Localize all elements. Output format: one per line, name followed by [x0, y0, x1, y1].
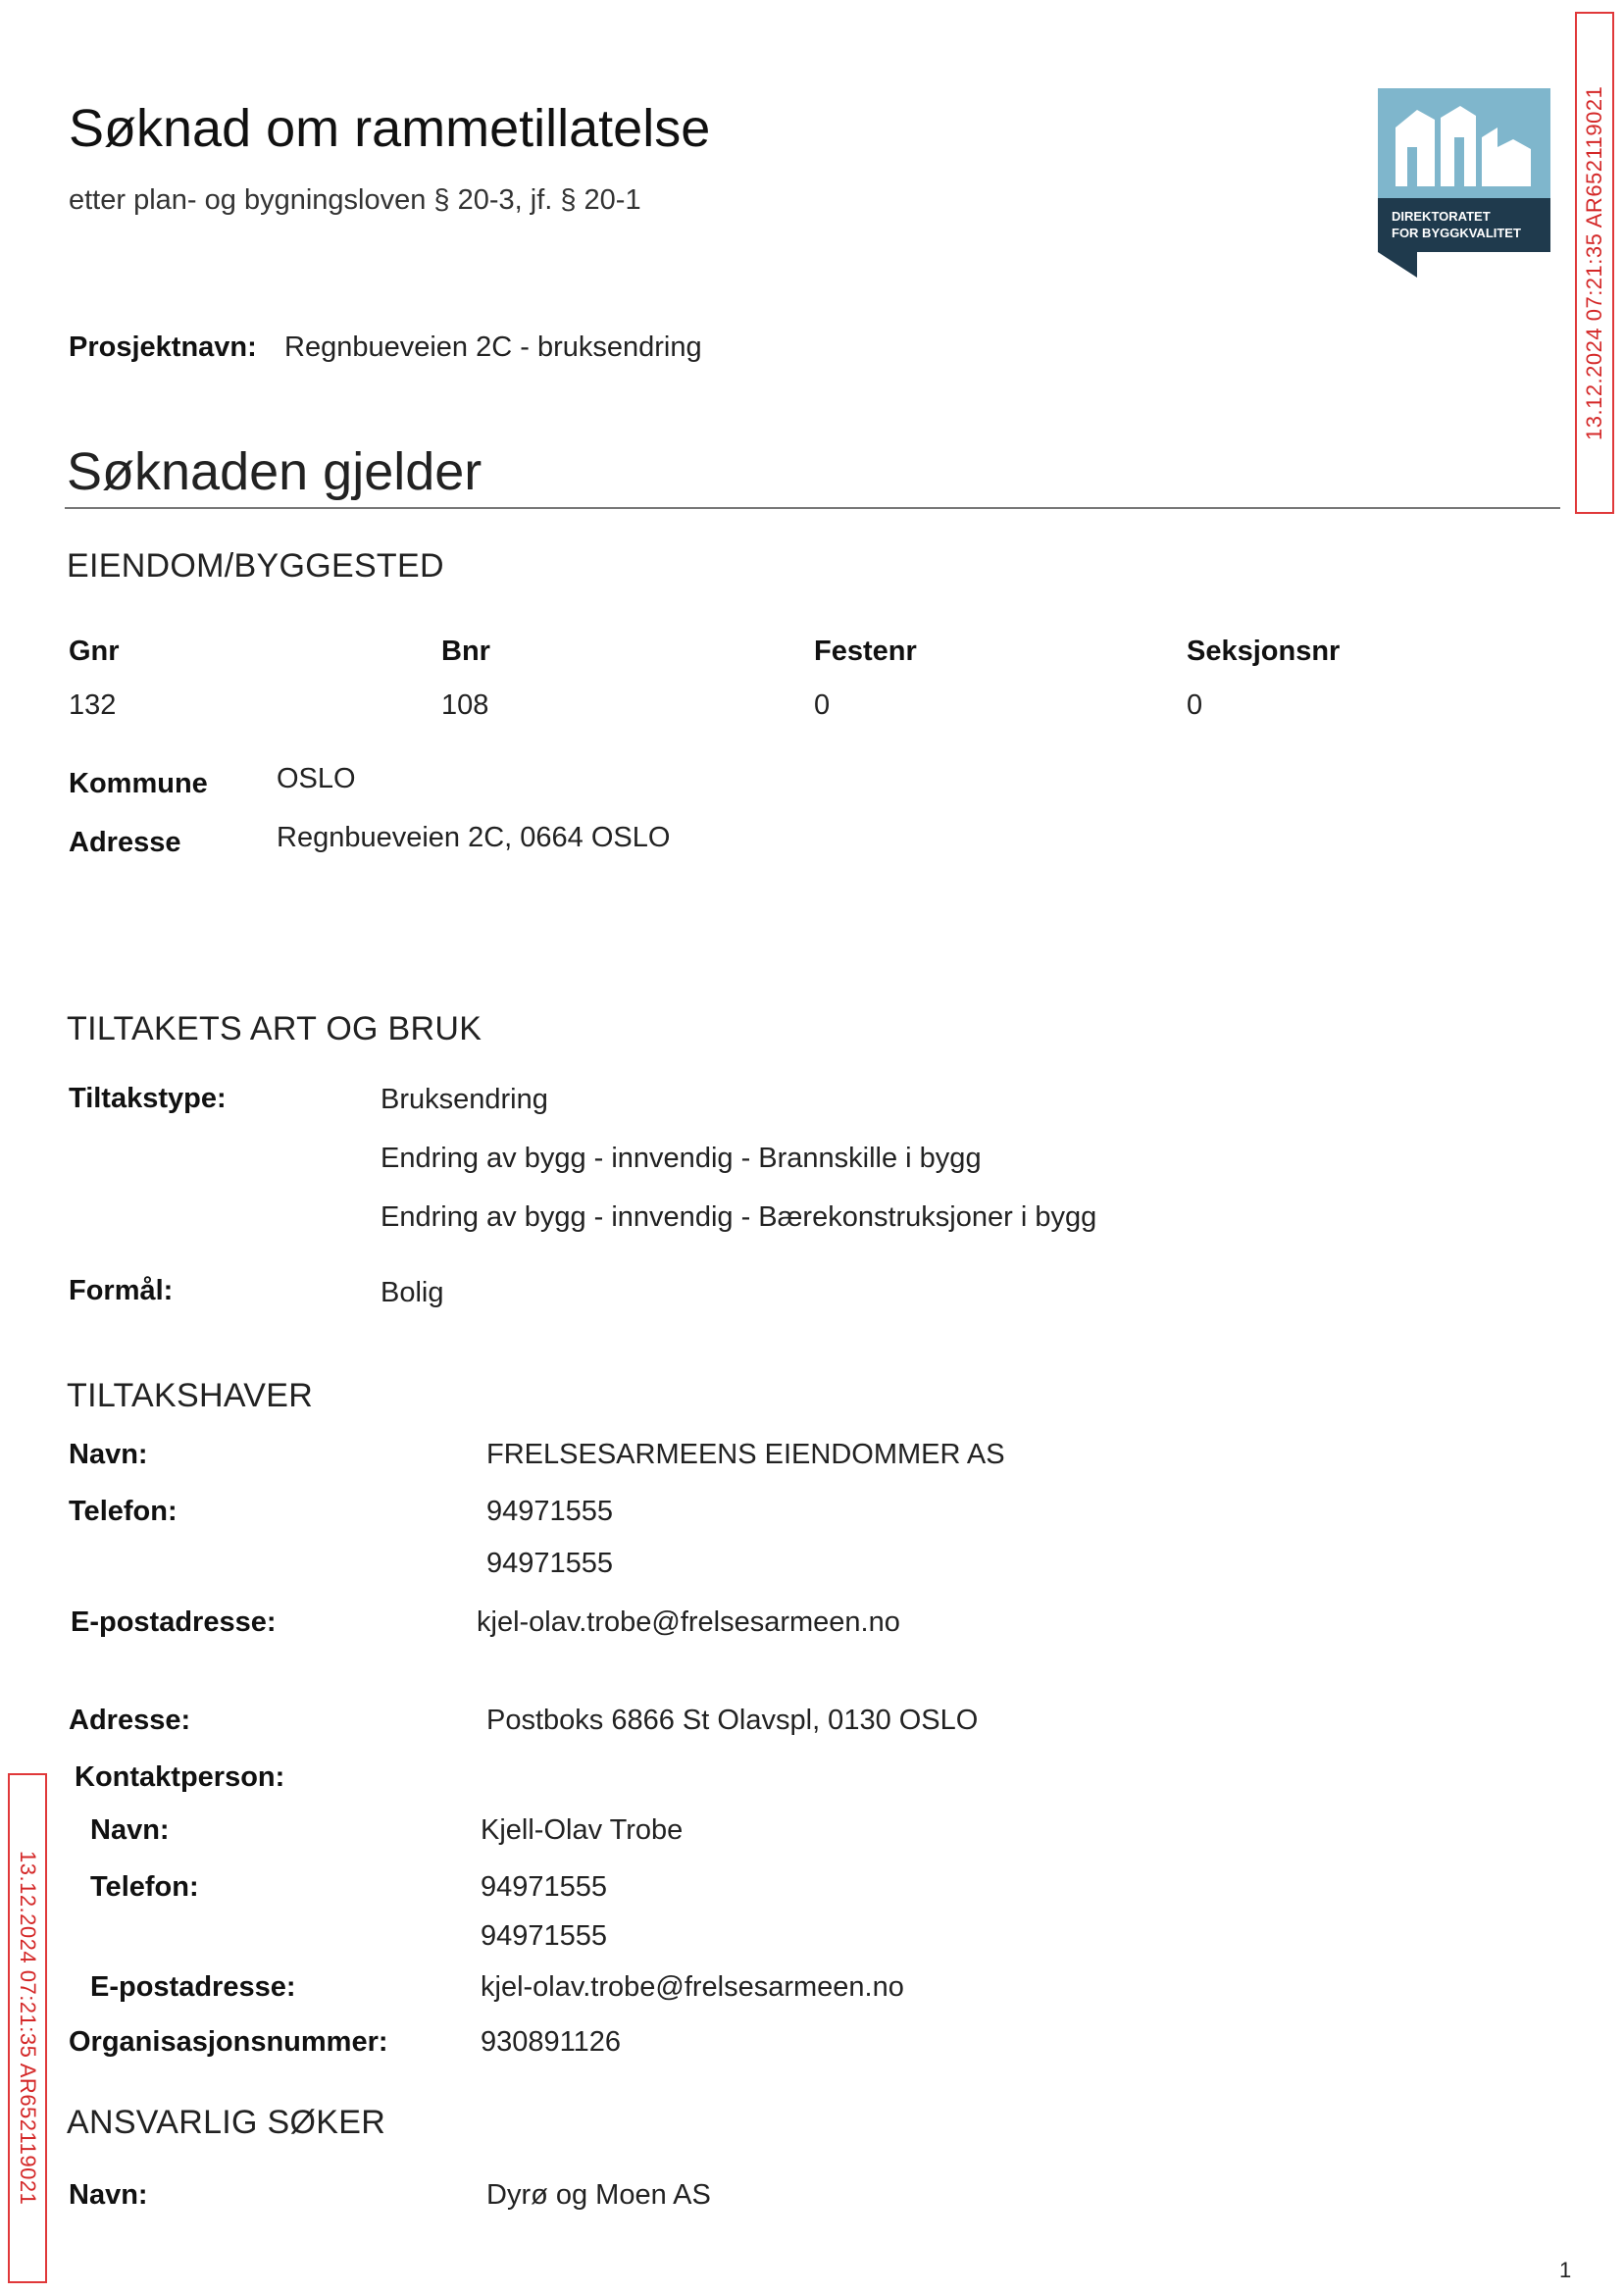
dibk-logo	[1378, 88, 1550, 278]
formal-value: Bolig	[381, 1277, 444, 1308]
tiltakshaver-navn-value: FRELSESARMEENS EIENDOMMER AS	[486, 1439, 1005, 1470]
tiltakshaver-telefon-value-2: 94971555	[486, 1548, 614, 1579]
ansvarlig-navn-label: Navn:	[69, 2179, 148, 2211]
section-divider	[65, 507, 1560, 509]
tiltakshaver-navn-label: Navn:	[69, 1439, 148, 1470]
adresse-label: Adresse	[69, 827, 181, 858]
kommune-value: OSLO	[277, 763, 356, 794]
tiltakshaver-heading: TILTAKSHAVER	[67, 1377, 314, 1414]
seksjonsnr-value: 0	[1187, 689, 1203, 721]
festenr-value: 0	[814, 689, 831, 721]
tiltakshaver-epost-value: kjel-olav.trobe@frelsesarmeen.no	[477, 1606, 900, 1638]
project-value: Regnbueveien 2C - bruksendring	[284, 331, 702, 363]
tiltakshaver-adresse-label: Adresse:	[69, 1705, 191, 1736]
tiltakshaver-telefon-value-1: 94971555	[486, 1496, 614, 1527]
svg-text:DIREKTORATET: DIREKTORATET	[1392, 209, 1491, 224]
orgnr-label: Organisasjonsnummer:	[69, 2026, 388, 2058]
kontakt-telefon-label: Telefon:	[90, 1871, 199, 1903]
festenr-label: Festenr	[814, 636, 917, 667]
timestamp-stamp-bottom: 13.12.2024 07:21:35 AR652119021	[8, 1773, 47, 2283]
gnr-label: Gnr	[69, 636, 120, 667]
kontakt-navn-label: Navn:	[90, 1814, 170, 1846]
kontakt-telefon-value-2: 94971555	[481, 1920, 608, 1952]
svg-text:FOR BYGGKVALITET: FOR BYGGKVALITET	[1392, 226, 1521, 240]
dibk-logo-icon	[1378, 88, 1550, 278]
orgnr-value: 930891126	[481, 2026, 622, 2058]
tiltakshaver-adresse-value: Postboks 6866 St Olavspl, 0130 OSLO	[486, 1705, 979, 1736]
bnr-label: Bnr	[441, 636, 490, 667]
tiltakstype-value-3: Endring av bygg - innvendig - Bærekonstruksjoner i bygg	[381, 1201, 1097, 1233]
project-label: Prosjektnavn:	[69, 331, 257, 363]
kontakt-epost-label: E-postadresse:	[90, 1971, 296, 2003]
kontaktperson-label: Kontaktperson:	[75, 1761, 285, 1793]
formal-label: Formål:	[69, 1275, 174, 1306]
ansvarlig-navn-value: Dyrø og Moen AS	[486, 2179, 711, 2211]
gnr-value: 132	[69, 689, 117, 721]
eiendom-heading: EIENDOM/BYGGESTED	[67, 547, 444, 585]
adresse-value: Regnbueveien 2C, 0664 OSLO	[277, 822, 671, 853]
ansvarlig-heading: ANSVARLIG SØKER	[67, 2104, 386, 2141]
seksjonsnr-label: Seksjonsnr	[1187, 636, 1341, 667]
tiltak-heading: TILTAKETS ART OG BRUK	[67, 1010, 482, 1047]
tiltakstype-label: Tiltakstype:	[69, 1083, 227, 1114]
section-title: Søknaden gjelder	[67, 442, 482, 501]
timestamp-stamp-top: 13.12.2024 07:21:35 AR652119021	[1575, 12, 1614, 514]
kontakt-epost-value: kjel-olav.trobe@frelsesarmeen.no	[481, 1971, 904, 2003]
page-number: 1	[1559, 2258, 1572, 2282]
tiltakstype-value-2: Endring av bygg - innvendig - Brannskille i bygg	[381, 1143, 982, 1174]
page-subtitle: etter plan- og bygningsloven § 20-3, jf. § 20-1	[69, 184, 641, 216]
tiltakstype-value-1: Bruksendring	[381, 1084, 548, 1115]
kommune-label: Kommune	[69, 768, 208, 799]
page-title: Søknad om rammetillatelse	[69, 99, 711, 158]
kontakt-navn-value: Kjell-Olav Trobe	[481, 1814, 684, 1846]
kontakt-telefon-value-1: 94971555	[481, 1871, 608, 1903]
bnr-value: 108	[441, 689, 489, 721]
tiltakshaver-epost-label: E-postadresse:	[71, 1606, 277, 1638]
tiltakshaver-telefon-label: Telefon:	[69, 1496, 178, 1527]
